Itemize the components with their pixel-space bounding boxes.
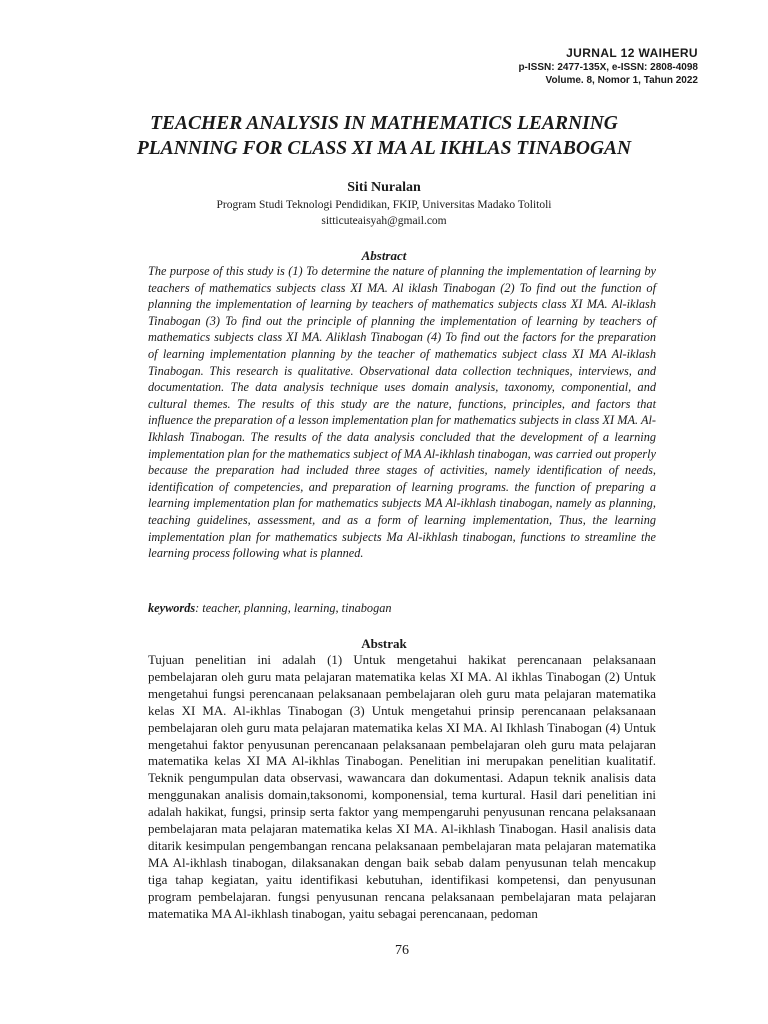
paper-title-line-1: TEACHER ANALYSIS IN MATHEMATICS LEARNING bbox=[150, 113, 618, 134]
keywords-line bbox=[148, 600, 656, 616]
abstract-body: The purpose of this study is (1) To determine the nature of planning the implementation of learning by teachers of mathematics subjects class XI MA. Al iklash Tinabogan (2) To find out the function of planning the implementation of learning by teachers of mathematics subjects class XI MA. Al-iklash Tinabogan (3) To find out the principle of planning the implementation of learning by teachers of mathematics subjects class XI MA. Aliklash Tinabogan (4) To find out the factors for the preparation of learning implementation planning by the teacher of mathematics subject class XI MA Al-iklash Tinabogan. This research is qualitative. Observational data collection techniques, interviews, and documentation. The data analysis technique uses domain analysis, taxonomy, componential, and cultural themes. The results of this study are the nature, functions, principles, and factors that influence the preparation of a lesson implementation plan for mathematics subjects in class XI MA. Al-Ikhlash Tinabogan. The results of the data analysis concluded that the development of a learning implementation plan for the mathematics subject of MA Al-ikhlash tinabogan, was carried out properly because the preparation had included three stages of activities, namely identification of needs, identification of competencies, and preparation of learning programs. the function of preparing a learning implementation plan for mathematics subjects MA Al-ikhlash tinabogan, namely as planning, teaching guidelines, assessment, and as a form of learning implementation, Thus, the learning implementation plan for mathematics subjects Ma Al-ikhlash tinabogan, functions to streamline the learning process following what is planned. bbox=[148, 264, 656, 561]
abstract-heading: Abstract bbox=[361, 248, 407, 263]
keywords-label: keywords bbox=[148, 601, 196, 615]
keywords-text: : teacher, planning, learning, tinabogan bbox=[195, 601, 392, 615]
paper-title bbox=[0, 111, 768, 161]
journal-header bbox=[518, 45, 698, 87]
journal-name: JURNAL 12 WAIHERU bbox=[566, 46, 698, 60]
page-number: 76 bbox=[395, 943, 409, 958]
author-affiliation: Program Studi Teknologi Pendidikan, FKIP, Universitas Madako Tolitoli bbox=[216, 199, 552, 211]
journal-issn: p-ISSN: 2477-135X, e-ISSN: 2808-4098 bbox=[518, 62, 698, 73]
journal-volume: Volume. 8, Nomor 1, Tahun 2022 bbox=[545, 75, 698, 86]
paper-title-line-2: PLANNING FOR CLASS XI MA AL IKHLAS TINABOGAN bbox=[136, 138, 632, 159]
abstrak-body: Tujuan penelitian ini adalah (1) Untuk mengetahui hakikat perencanaan pelaksanaan pembelajaran oleh guru mata pelajaran matematika kelas XI MA. Al ikhlas Tinabogan (2) Untuk mengetahui fungsi perencanaan pelaksanaan pembelajaran oleh guru mata pelajaran matematika kelas XI MA. Al-ikhlas Tinabogan (3) Untuk mengetahui prinsip perencanaan pelaksanaan pembelajaran oleh guru mata pelajaran matematika kelas XI MA. Al Ikhlash Tinabogan (4) Untuk mengetahui faktor penyusunan perencanaan pelaksanaan pembelajaran oleh guru mata pelajaran matematika kelas XI MA Al-ikhlas Tinabogan. Penelitian ini merupakan penelitian kualitatif. Teknik pengumpulan data observasi, wawancara dan dokumentasi. Adapun teknik analisis data menggunakan analisis domain,taksonomi, komponensial, tema kurtural. Hasil dari penelitian ini adalah hakikat, fungsi, prinsip serta faktor yang mempengaruhi penyusunan rencana pelaksanaan pembelajaran mata pelajaran matematika kelas XI MA. Al-ikhlash Tinabogan. Hasil analisis data ditarik kesimpulan pengembangan rencana pelaksanaan pembelajaran mata pelajaran matematika MA Al-ikhlash tinabogan, dilaksanakan dengan baik sebab dalam penyusunan telah mencakup tiga tahap kegiatan, yaitu identifikasi kebutuhan, identifikasi kompetensi, dan penyusunan program pembelajaran. fungsi penyusunan rencana pelaksanaan pembelajaran mata pelajaran matematika MA Al-ikhlash tinabogan, yaitu sebagai perencanaan, pedoman bbox=[148, 653, 656, 921]
author-email: sitticuteaisyah@gmail.com bbox=[321, 215, 447, 227]
abstrak-heading: Abstrak bbox=[361, 636, 407, 651]
author-name: Siti Nuralan bbox=[347, 180, 421, 195]
